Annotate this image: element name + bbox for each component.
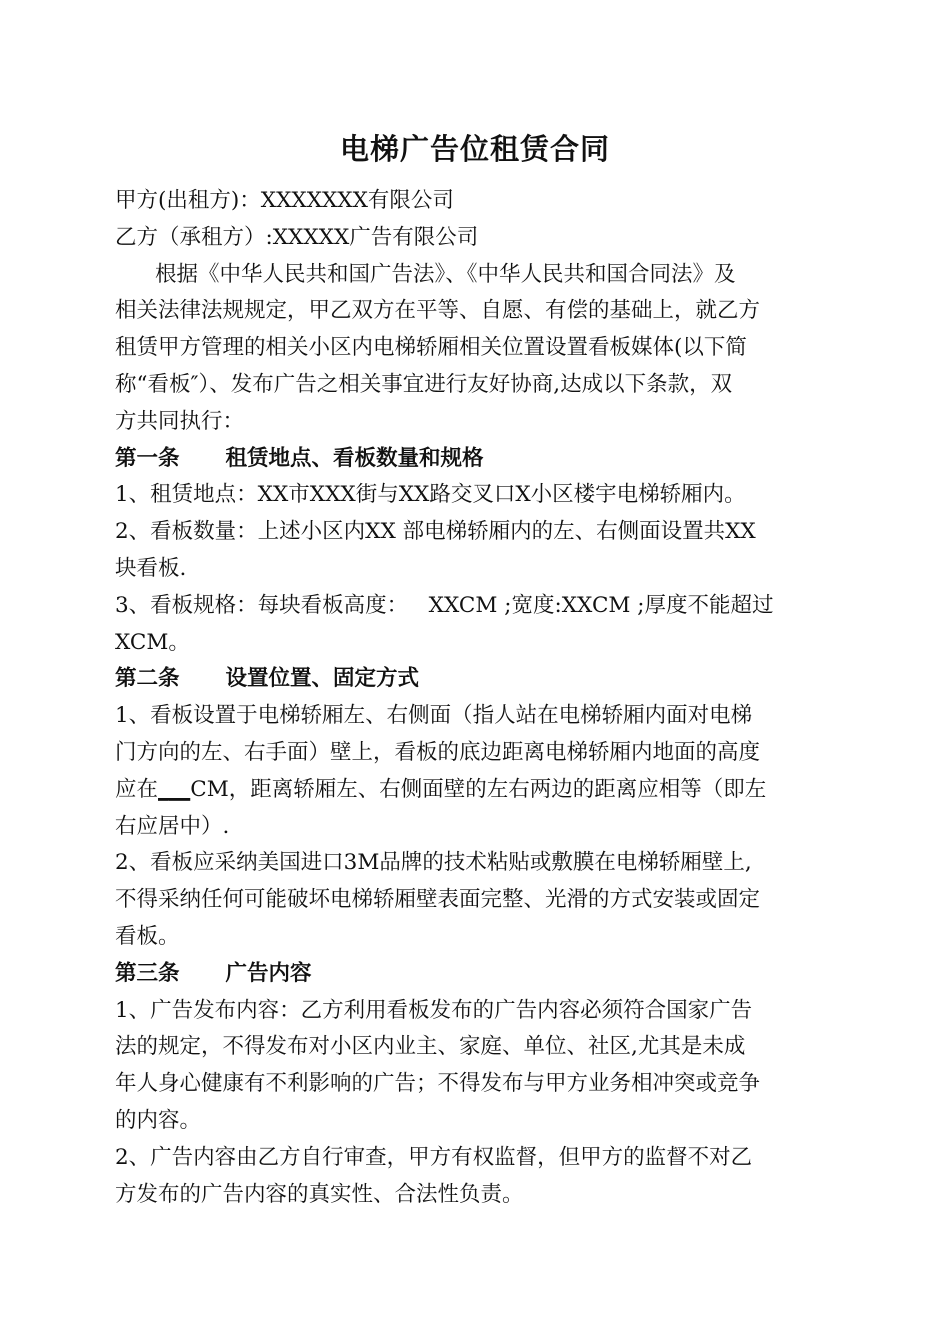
article-2-line: 门方向的左、右手面）壁上，看板的底边距离电梯轿厢内地面的高度 <box>115 739 761 765</box>
article-2-line: 1、看板设置于电梯轿厢左、右侧面（指人站在电梯轿厢内面对电梯 <box>115 703 753 729</box>
fill-in-blank: ___ <box>158 776 191 802</box>
preamble-line: 方共同执行： <box>115 408 245 434</box>
article-number: 第一条 <box>115 445 180 471</box>
article-title: 广告内容 <box>225 960 312 986</box>
line-text: 应在 <box>115 776 159 802</box>
article-2-line: 右应居中）. <box>115 813 230 839</box>
article-2-line: 2、看板应采纳美国进口3M品牌的技术粘贴或敷膜在电梯轿厢壁上, <box>115 850 752 876</box>
article-1-line: 3、看板规格：每块看板高度： XXCM ;宽度:XXCM ;厚度不能超过 <box>115 592 774 618</box>
article-1-line: 块看板. <box>115 555 187 581</box>
preamble-line: 根据《中华人民共和国广告法》、《中华人民共和国合同法》及 <box>155 261 736 287</box>
article-title: 租赁地点、看板数量和规格 <box>225 445 484 471</box>
article-title: 设置位置、固定方式 <box>225 666 420 692</box>
article-3-line: 1、广告发布内容：乙方利用看板发布的广告内容必须符合国家广告 <box>115 997 753 1023</box>
article-2-line: 不得采纳任何可能破坏电梯轿厢壁表面完整、光滑的方式安装或固定 <box>115 887 761 913</box>
article-1-heading <box>115 441 837 478</box>
article-3-line: 方发布的广告内容的真实性、合法性负责。 <box>115 1181 524 1207</box>
article-3-line: 2、广告内容由乙方自行审查，甲方有权监督，但甲方的监督不对乙 <box>115 1144 753 1170</box>
article-2-line: 看板。 <box>115 923 180 949</box>
article-number: 第三条 <box>115 960 180 986</box>
document-title: 电梯广告位租赁合同 <box>339 132 610 166</box>
line-text: CM，距离轿厢左、右侧面壁的左右两边的距离应相等（即左 <box>190 776 767 802</box>
article-1-line: 2、看板数量：上述小区内XX 部电梯轿厢内的左、右侧面设置共XX <box>115 519 756 545</box>
article-3-line: 年人身心健康有不利影响的广告；不得发布与甲方业务相冲突或竞争 <box>115 1071 761 1097</box>
article-1-line: 1、租赁地点：XX市XXX街与XX路交叉口X小区楼宇电梯轿厢内。 <box>115 482 746 508</box>
article-number: 第二条 <box>115 666 180 692</box>
article-3-line: 的内容。 <box>115 1107 202 1133</box>
document-body <box>115 183 837 1213</box>
preamble-line: 相关法律法规规定，甲乙双方在平等、自愿、有偿的基础上，就乙方 <box>115 298 761 324</box>
article-3-heading <box>115 956 837 993</box>
article-2-line <box>115 772 837 809</box>
party-b-line: 乙方（承租方）:XXXXX广告有限公司 <box>115 224 479 250</box>
preamble-line: 租赁甲方管理的相关小区内电梯轿厢相关位置设置看板媒体(以下简 <box>115 335 747 361</box>
article-2-heading <box>115 661 837 698</box>
preamble-line: 称“看板″）、发布广告之相关事宜进行友好协商,达成以下条款，双 <box>115 371 733 397</box>
article-1-line: XCM。 <box>115 629 190 655</box>
article-3-line: 法的规定，不得发布对小区内业主、家庭、单位、社区,尤其是未成 <box>115 1034 746 1060</box>
party-a-line: 甲方(出租方)：XXXXXXX有限公司 <box>115 188 454 213</box>
